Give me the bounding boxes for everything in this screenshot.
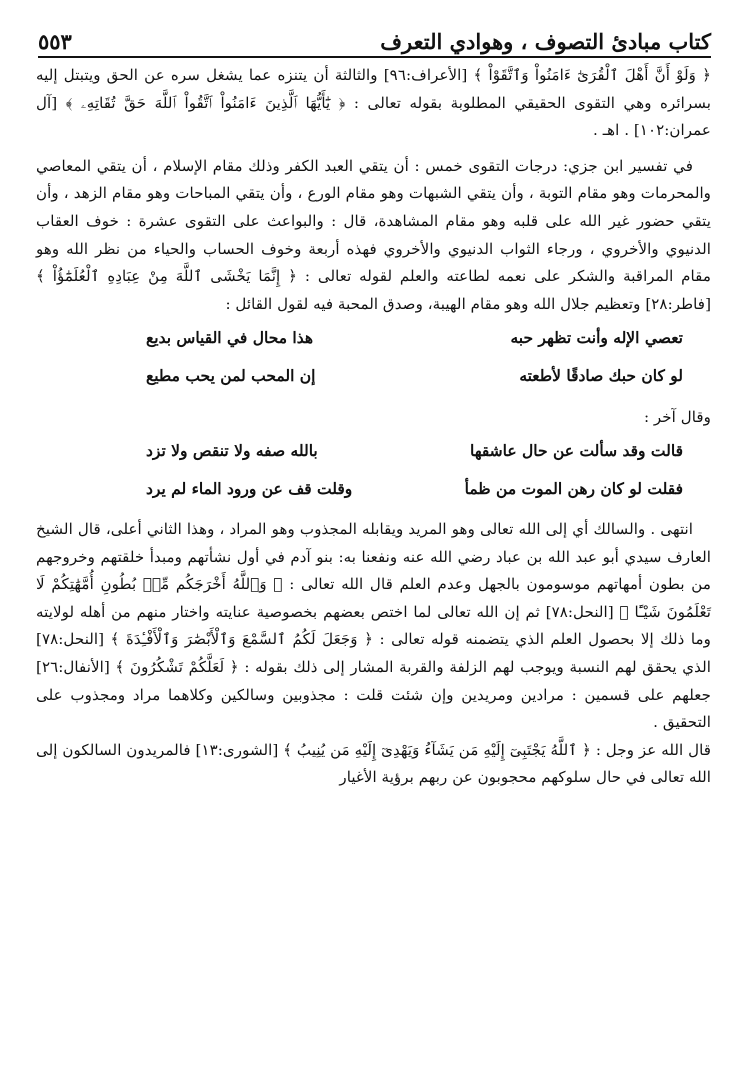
- verse-second-hemistich: بالله صفه ولا تنقص ولا تزد: [146, 441, 318, 461]
- poem-verse: [36, 432, 711, 470]
- book-title: كتاب مبادئ التصوف ، وهوادي التعرف: [380, 29, 711, 54]
- paragraph-gap: [36, 145, 711, 153]
- verse-first-hemistich: لو كان حبك صادقًا لأطعته: [519, 365, 683, 385]
- verse-first-hemistich: تعصي الإله وأنت تظهر حبه: [510, 327, 683, 347]
- poem-1: [36, 318, 711, 394]
- paragraph-gap: [36, 508, 711, 516]
- verse-second-hemistich: إن المحب لمن يحب مطيع: [146, 365, 316, 385]
- verse-second-hemistich: هذا محال في القياس بديع: [146, 327, 314, 347]
- verse-first-hemistich: قالت وقد سألت عن حال عاشقها: [469, 441, 683, 461]
- page-body: [36, 62, 711, 792]
- poem-verse: [36, 470, 711, 508]
- paragraph-3: وقال آخر :: [643, 408, 711, 427]
- paragraph-1: ﴿ وَلَوْ أَنَّ أَهْلَ ٱلْقُرَىٰٓ ءَامَنُواْ وَٱتَّقَوْاْ ﴾ [الأعراف:٩٦] والثالثة أن يتنزه عما يشغل سره عن الحق ويتبتل إليه بسرائره وهي التقوى الحقيقي المطلوبة بقوله تعالى : ﴿ يَٰٓأَيُّهَا ٱلَّذِينَ ءَامَنُواْ ٱتَّقُواْ ٱللَّهَ حَقَّ تُقَاتِهِۦ ﴾ [آل عمران:١٠٢] . اهـ .: [36, 66, 711, 140]
- verse-second-hemistich: وقلت قف عن ورود الماء لم يرد: [146, 479, 353, 499]
- poem-verse: [36, 318, 711, 356]
- page-header: [38, 18, 711, 58]
- paragraph-4: انتهى . والسالك أي إلى الله تعالى وهو المريد ويقابله المجذوب وهو المراد ، وهذا الثاني أعلى، قال الشيخ العارف سيدي أبو عبد الله بن عباد رضي الله عنه ونفعنا به: بنو آدم في أول نشأتهم ومبدأ خلقتهم وخروجهم من بطون أمهاتهم موسومون بالجهل وعدم العلم قال الله تعالى : ﴿ وَٱللَّهُ أَخْرَجَكُم مِّنۢ بُطُونِ أُمَّهَٰتِكُمْ لَا تَعْلَمُونَ شَيْـًٔا ﴾ [النحل:٧٨] ثم إن الله تعالى لما اختص بعضهم بخصوصية عنايته واختار منهم من أهله لولايته وما ذلك إلا بحصول العلم الذي يتضمنه قوله تعالى : ﴿ وَجَعَلَ لَكُمُ ٱلسَّمْعَ وَٱلْأَبْصَٰرَ وَٱلْأَفْـِٔدَةَ ﴾ [النحل:٧٨] الذي يحقق لهم النسبة ويوجب لهم الزلفة والقربة المشار إلى ذلك بقوله : ﴿ لَعَلَّكُمْ تَشْكُرُونَ ﴾ [الأنفال:٢٦] جعلهم على قسمين : مرادين ومريدين وإن شئت قلت : مجذوبين وسالكين وكلاهما مراد ومجذوب على التحقيق .: [36, 519, 712, 732]
- page-number: ٥٥٣: [38, 29, 72, 54]
- poem-2: [36, 432, 711, 508]
- paragraph-2: في تفسير ابن جزي: درجات التقوى خمس : أن يتقي العبد الكفر وذلك مقام الإسلام ، أن يتقي المعاصي والمحرمات وهو مقام التوبة ، وأن يتقي الشبهات وهو مقام الورع ، وأن يتقي المباحات وهو مقام الزهد ، وأن يتقي حضور غير الله على قلبه وهو مقام المشاهدة، قال : والبواعث على التقوى عشرة : خوف العقاب الدنيوي والأخروي ، ورجاء الثواب الدنيوي والأخروي فهذه أربعة وخوف الحساب والحياء من نظر الله وهو مقام المراقبة والشكر على نعمه لطاعته والعلم لقوله تعالى : ﴿ إِنَّمَا يَخْشَى ٱللَّهَ مِنْ عِبَادِهِ ٱلْعُلَمَٰٓؤُاْ ﴾ [فاطر:٢٨] وتعظيم جلال الله وهو مقام الهيبة، وصدق المحبة فيه لقول القائل :: [36, 156, 711, 313]
- verse-first-hemistich: فقلت لو كان رهن الموت من ظمأ: [464, 479, 683, 499]
- paragraph-5: قال الله عز وجل : ﴿ ٱللَّهُ يَجْتَبِىٓ إِلَيْهِ مَن يَشَآءُ وَيَهْدِىٓ إِلَيْهِ مَن يُنِيبُ ﴾ [الشورى:١٣] فالمريدون السالكون إلى الله تعالى في حال سلوكهم محجوبون عن ربهم برؤية الأغيار: [36, 740, 712, 787]
- poem-verse: [36, 356, 711, 394]
